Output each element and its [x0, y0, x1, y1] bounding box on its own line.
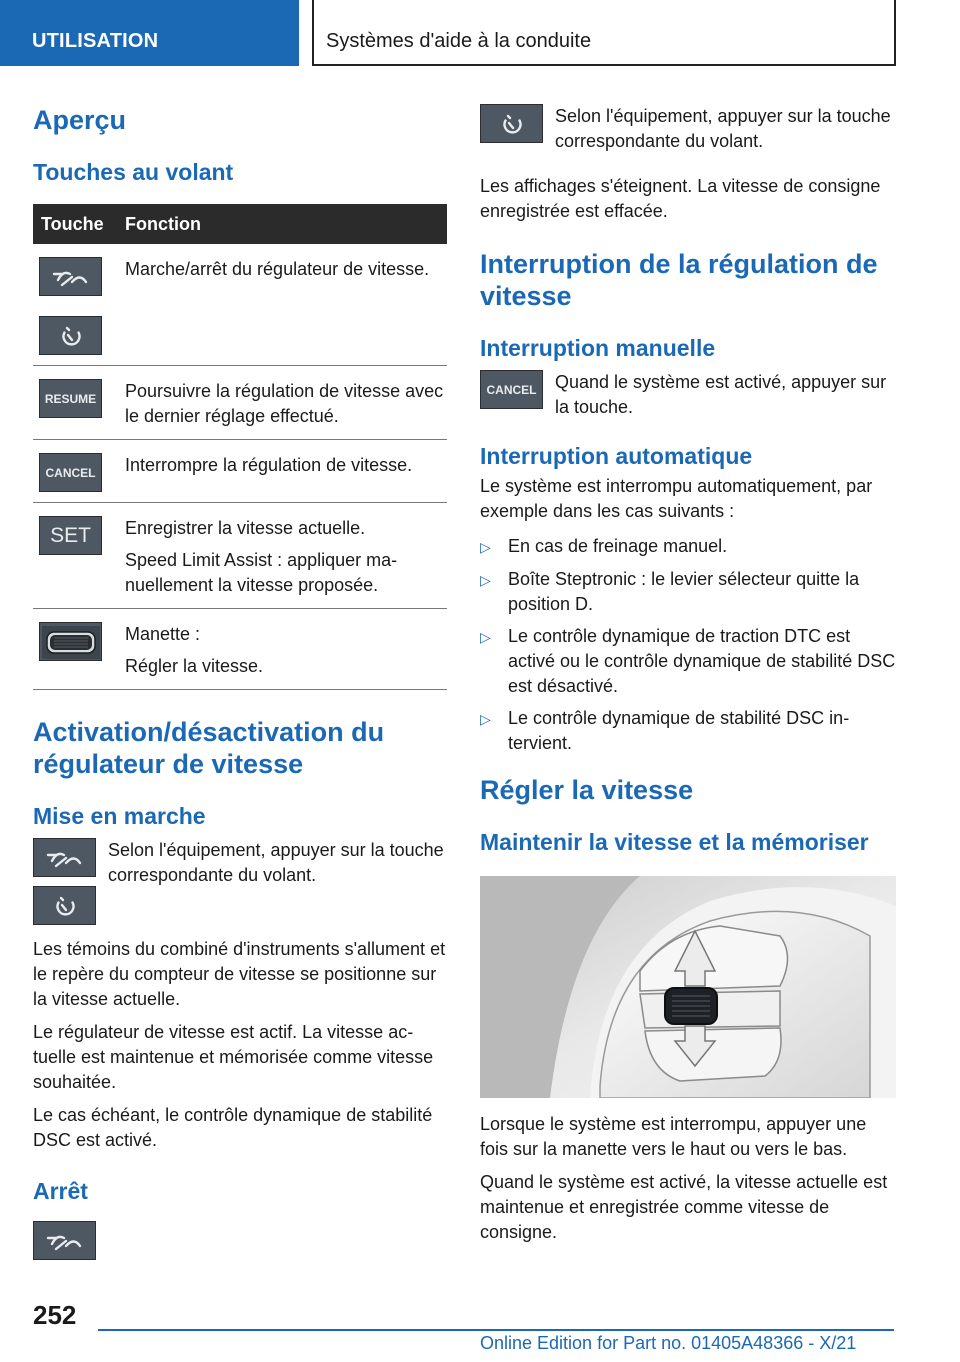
rocker-key-icon — [39, 622, 102, 661]
row-text: Marche/arrêt du régulateur de vitesse. — [125, 259, 430, 279]
cruise-icon — [481, 105, 544, 144]
heading-arret: Arrêt — [33, 1178, 88, 1204]
row-text: Régler la vitesse. — [125, 656, 264, 676]
limiter-icon — [40, 258, 103, 297]
heading-interruption: Interruption de la régulation de vitesse — [480, 249, 878, 311]
chapter-tab — [312, 0, 896, 66]
section-title: UTILISATION — [32, 30, 159, 52]
left-column — [33, 100, 447, 1260]
triangle-bullet-icon: ▷ — [480, 711, 491, 727]
edition-text: Online Edition for Part no. 01405A48366 - X/21 — [480, 1333, 857, 1353]
table-row — [33, 440, 447, 503]
row-text: Speed Limit Assist : appliquer manuellement la vitesse proposée. — [125, 550, 398, 595]
bullet-list — [480, 534, 896, 756]
heading-touches-au-volant: Touches au volant — [33, 159, 234, 185]
heading-activation: Activation/désactivation du régulateur de vitesse — [33, 717, 385, 779]
cruise-icon — [34, 887, 97, 926]
limiter-icon — [34, 839, 97, 878]
steering-wheel-photo — [480, 876, 896, 1098]
table-row — [33, 503, 447, 609]
row-text: Interrompre la régulation de vitesse. — [125, 455, 413, 475]
heading-interruption-automatique: Interruption automatique — [480, 443, 753, 469]
paragraph: Lorsque le système est interrompu, appuyer une fois sur la manette vers le haut ou vers le bas. — [480, 1114, 867, 1159]
table-row — [33, 609, 447, 690]
limiter-key-icon — [33, 1221, 96, 1260]
column-header-touche: Touche — [33, 204, 125, 244]
cruise-icon — [40, 317, 103, 356]
steering-wheel-buttons-illustration — [480, 876, 896, 1098]
heading-mise-en-marche: Mise en marche — [33, 803, 206, 829]
resume-key: RESUME — [39, 379, 102, 418]
row-text: Manette : — [125, 624, 201, 644]
chapter-title: Systèmes d'aide à la conduite — [326, 30, 592, 52]
cruise-key-icon — [33, 886, 96, 925]
paragraph: Les affichages s'éteignent. La vitesse de consigne enregistrée est effacée. — [480, 176, 881, 221]
list-item: ▷ En cas de freinage manuel. — [480, 534, 896, 560]
list-item: ▷ Le contrôle dynamique de stabilité DSC intervient. — [480, 706, 896, 756]
column-header-fonction: Fonction — [125, 204, 447, 244]
manuelle-block — [480, 370, 896, 420]
paragraph: Le cas échéant, le contrôle dynamique de stabilité DSC est activé. — [33, 1105, 433, 1150]
triangle-bullet-icon: ▷ — [480, 629, 491, 645]
row-text: Enregistrer la vitesse actuelle. — [125, 518, 366, 538]
cruise-key-icon — [480, 104, 543, 143]
steering-keys-table — [33, 204, 447, 690]
limiter-key-icon — [33, 838, 96, 877]
table-header-row — [33, 204, 447, 244]
table-row — [33, 244, 447, 366]
list-item: ▷ Le contrôle dynamique de traction DTC est activé ou le contrôle dynamique de stabilité DSC est désactivé. — [480, 624, 896, 699]
mise-en-marche-text: Selon l'équipement, appuyer sur la touche correspondante du volant. — [108, 840, 444, 885]
triangle-bullet-icon: ▷ — [480, 539, 491, 555]
mise-en-marche-block — [33, 838, 447, 925]
heading-interruption-manuelle: Interruption manuelle — [480, 335, 716, 361]
paragraph: Le régulateur de vitesse est actif. La vitesse actuelle est maintenue et mémorisée comme vitesse souhaitée. — [33, 1022, 434, 1092]
limiter-key-icon — [39, 257, 102, 296]
set-key: SET — [39, 516, 102, 555]
manuelle-text: Quand le système est activé, appuyer sur la touche. — [555, 372, 887, 417]
paragraph: Quand le système est activé, la vitesse actuelle est maintenue et enregistrée comme vitesse de consigne. — [480, 1172, 888, 1242]
page-number: 252 — [33, 1300, 77, 1330]
paragraph: Le système est interrompu automatiquement, par exemple dans les cas suivants : — [480, 476, 873, 521]
rocker-icon — [40, 623, 103, 662]
heading-regler-la-vitesse: Régler la vitesse — [480, 775, 694, 805]
heading-apercu: Aperçu — [33, 105, 127, 135]
section-tab — [0, 0, 299, 66]
triangle-bullet-icon: ▷ — [480, 572, 491, 588]
cancel-key: CANCEL — [39, 453, 102, 492]
paragraph: Les témoins du combiné d'instruments s'allument et le repère du compteur de vitesse se positionne sur la vitesse actuelle. — [33, 939, 446, 1009]
arret-text: Selon l'équipement, appuyer sur la touche correspondante du volant. — [555, 106, 891, 151]
table-row — [33, 366, 447, 440]
cruise-key-icon — [39, 316, 102, 355]
limiter-icon — [34, 1222, 97, 1261]
cancel-key: CANCEL — [480, 370, 543, 409]
right-column — [480, 100, 896, 1245]
heading-maintenir: Maintenir la vitesse et la mémoriser — [480, 829, 869, 855]
page-header — [0, 0, 960, 66]
arret-block — [480, 104, 896, 154]
list-item: ▷ Boîte Steptronic : le levier sélecteur quitte la position D. — [480, 567, 896, 617]
row-text: Poursuivre la régulation de vitesse avec le dernier réglage effectué. — [125, 381, 444, 426]
footer-divider — [98, 1329, 894, 1331]
